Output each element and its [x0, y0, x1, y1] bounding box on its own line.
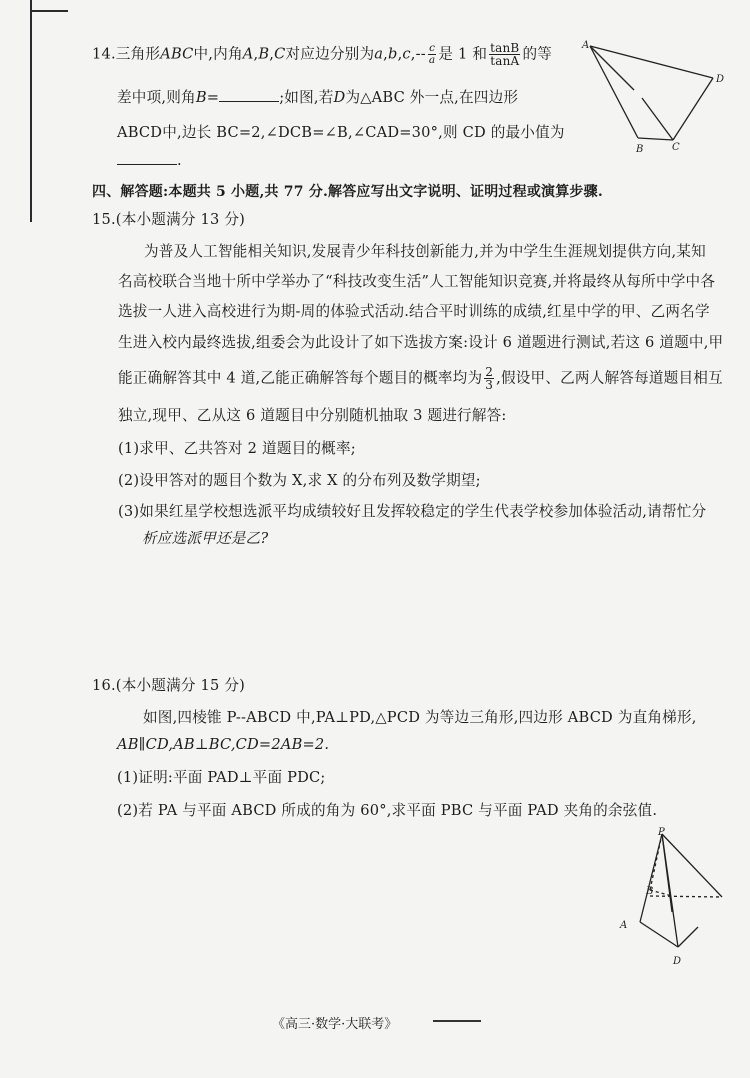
label-a: A [582, 40, 590, 51]
q15-sub-2: (2)设甲答对的题目个数为 X,求 X 的分布列及数学期望; [118, 472, 481, 489]
q15-para-line-4: 生进入校内最终选拔,组委会为此设计了如下选拔方案:设计 6 道题进行测试,若这 6 道题中,甲 [118, 334, 724, 351]
label-p: P [658, 827, 665, 838]
footer-dash [433, 1020, 481, 1022]
q15-para-line-6: 独立,现甲、乙从这 6 道题目中分别随机抽取 3 题进行解答: [118, 407, 507, 424]
label-d-pyramid: D [673, 956, 682, 967]
answer-blank-cd-min [117, 163, 177, 165]
q15-sub-3b: 析应选派甲还是乙? [142, 530, 269, 547]
q15-para-line-3: 选拔一人进入高校进行为期-周的体验式活动.结合平时训练的成绩,红星中学的甲、乙两名学 [118, 303, 710, 320]
q14-line-3: ABCD中,边长 BC=2,∠DCB=∠B,∠CAD=30°,则 CD 的最小值为 [117, 124, 565, 141]
scan-border-vertical [30, 0, 32, 222]
label-b-pyramid: B [646, 886, 654, 897]
answer-blank-angle-b [219, 100, 279, 102]
label-d: D [716, 74, 725, 85]
q16-para-line-1: 如图,四棱锥 P--ABCD 中,PA⊥PD,△PCD 为等边三角形,四边形 ABCD 为直角梯形, [143, 709, 697, 726]
q15-heading: 15.(本小题满分 13 分) [92, 211, 246, 228]
q16-pyramid-figure [610, 822, 740, 972]
q15-para-line-1: 为普及人工智能相关知识,发展青少年科技创新能力,并为中学生生涯规划提供方向,某知 [144, 243, 706, 260]
q15-sub-3a: (3)如果红星学校想选派平均成绩较好且发挥较稳定的学生代表学校参加体验活动,请帮忙分 [118, 503, 707, 520]
q15-para-line-5: 能正确解答其中 4 道,乙能正确解答每个题目的概率均为 $\frac{2}{3}$ ,假设甲、乙两人解答每道题目相互 [118, 365, 723, 392]
q15-para-line-2: 名高校联合当地十所中学举办了“科技改变生活”人工智能知识竞赛,并将最终从每所中学中各 [118, 273, 716, 290]
q16-sub-1: (1)证明:平面 PAD⊥平面 PDC; [117, 769, 326, 786]
scan-border-horizontal [30, 10, 68, 12]
page-footer: 《高三·数学·大联考》 [272, 1017, 398, 1032]
q16-para-line-2: AB∥CD,AB⊥BC,CD=2AB=2. [117, 736, 330, 753]
fraction-c-over-a: $\frac{c}{a}$ [428, 42, 436, 66]
fraction-two-thirds: $\frac{2}{3}$ [485, 365, 494, 392]
q14-line-4: . [117, 152, 182, 169]
section-4-heading: 四、解答题:本题共 5 小题,共 77 分.解答应写出文字说明、证明过程或演算步骤. [92, 184, 603, 200]
q14-line-1: 14.三角形ABC中,内角A,B,C对应边分别为a,b,c,-- $\frac{c}{a}$ 是 1 和 $\frac{\tan B}{\tan A}$ 的等 [92, 41, 553, 68]
label-b: B [636, 144, 644, 155]
q14-quadrilateral-figure [580, 38, 730, 158]
q16-sub-2: (2)若 PA 与平面 ABCD 所成的角为 60°,求平面 PBC 与平面 PAD 夹角的余弦值. [117, 802, 658, 819]
label-c: C [672, 142, 680, 153]
q16-heading: 16.(本小题满分 15 分) [92, 677, 246, 694]
label-a-pyramid: A [620, 920, 628, 931]
q14-line-2: 差中项,则角B= ;如图,若D为△ABC 外一点,在四边形 [117, 89, 519, 106]
fraction-tanB-over-tanA: $\frac{\tan B}{\tan A}$ [490, 41, 520, 68]
q15-sub-1: (1)求甲、乙共答对 2 道题目的概率; [118, 440, 356, 457]
